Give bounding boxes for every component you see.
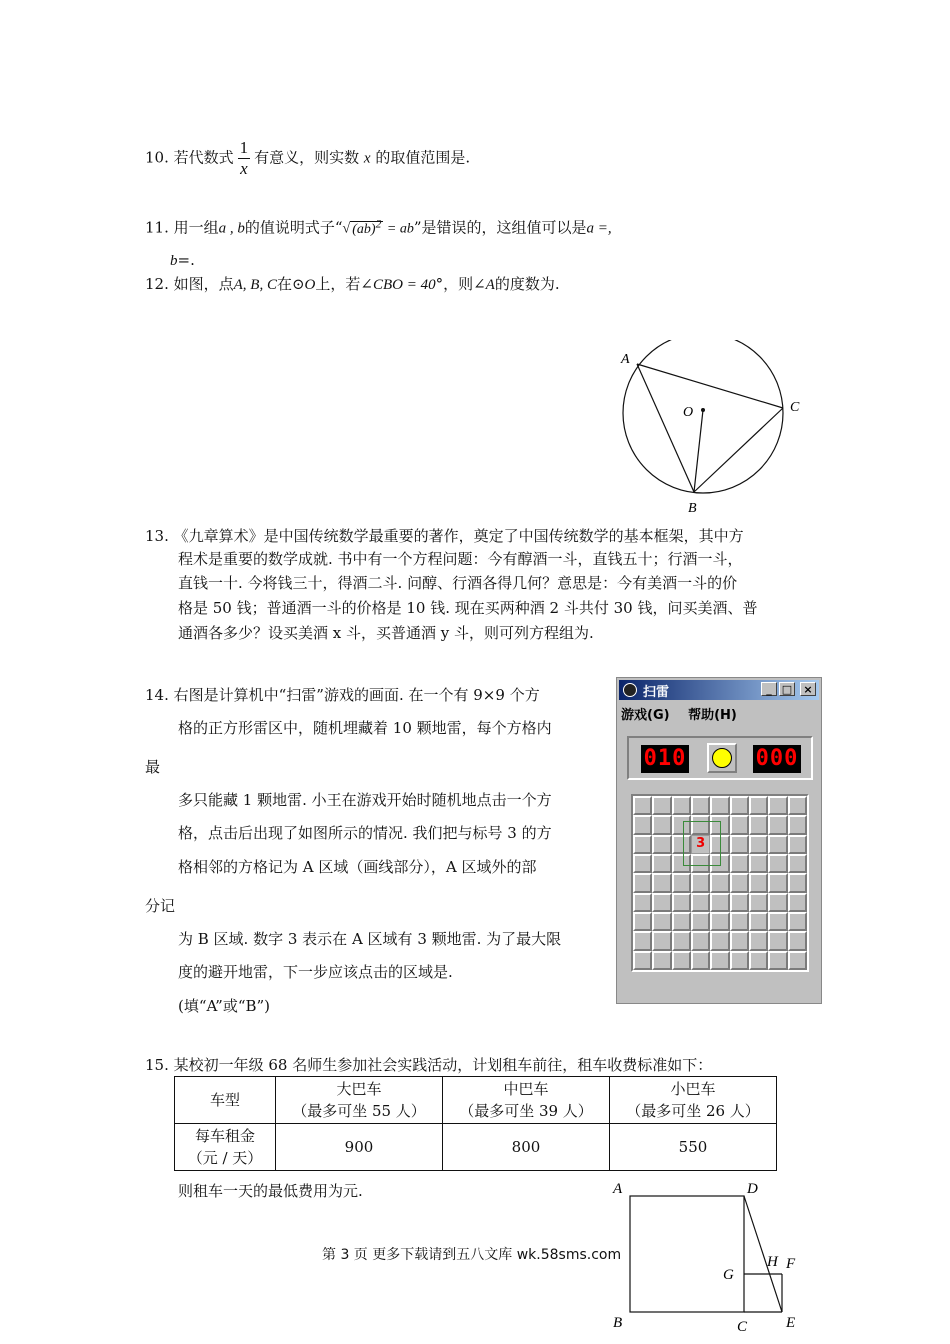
question-12: 12. 如图，点A, B, C在⊙O上，若∠CBO = 40°，则∠A的度数为. (145, 275, 560, 293)
grid-cell[interactable] (633, 931, 652, 950)
grid-cell[interactable] (633, 912, 652, 931)
smiley-face-icon (712, 748, 732, 768)
grid-cell[interactable] (652, 931, 671, 950)
label-e: E (786, 1315, 796, 1331)
label-f: F (786, 1256, 796, 1272)
grid-cell[interactable] (788, 951, 807, 970)
menu-help[interactable]: 帮助(H) (688, 708, 737, 723)
grid-cell[interactable] (691, 951, 710, 970)
table-row (175, 1124, 777, 1171)
center-dot (701, 408, 705, 412)
grid-cell[interactable] (652, 796, 671, 815)
grid-cell[interactable] (710, 893, 729, 912)
grid-cell[interactable] (768, 912, 787, 931)
question-14-line3: 最 (145, 758, 161, 776)
label-c: C (790, 400, 800, 415)
question-14-line5: 格，点击后出现了如图所示的情况. 我们把与标号 3 的方 (178, 824, 552, 842)
question-10: 10. 若代数式 $\frac{1}{x}$ 有意义，则实数 x 的取值范围是. (145, 138, 471, 178)
rect-abcd (630, 1196, 744, 1312)
grid-cell[interactable] (730, 893, 749, 912)
menu-bar (621, 704, 751, 723)
row-label: 每车租金 （元 / 天） (175, 1124, 276, 1171)
segment-ab (637, 364, 694, 492)
table-row (175, 1077, 777, 1124)
grid-cell[interactable] (672, 912, 691, 931)
label-d: D (747, 1181, 758, 1197)
label-o: O (683, 405, 694, 420)
grid-cell[interactable] (749, 873, 768, 892)
header-label: 车型 (175, 1077, 276, 1124)
question-13-line3: 直钱一十. 今将钱三十，得酒二斗. 问醇、行酒各得几何？意思是：今有美酒一斗的价 (178, 574, 738, 592)
label-a: A (613, 1181, 623, 1197)
page-footer: 第 3 页 更多下载请到五八文库 wk.58sms.com (322, 1247, 622, 1263)
grid-cell[interactable] (710, 931, 729, 950)
grid-cell[interactable] (730, 951, 749, 970)
grid-cell[interactable] (652, 854, 671, 873)
segment-ac (637, 364, 783, 408)
question-11-line2: b=. (170, 251, 195, 269)
segment-cb (694, 408, 783, 492)
question-14-line4: 多只能藏 1 颗地雷. 小王在游戏开始时随机地点击一个方 (178, 791, 552, 809)
grid-cell[interactable] (749, 893, 768, 912)
grid-cell[interactable] (768, 854, 787, 873)
mine-icon (623, 683, 637, 697)
label-a: A (621, 352, 630, 367)
price-small: 550 (610, 1124, 777, 1171)
revealed-cell[interactable]: 3 (691, 835, 710, 854)
grid-cell[interactable] (730, 835, 749, 854)
grid-cell[interactable] (730, 796, 749, 815)
grid-cell[interactable] (710, 796, 729, 815)
window-title: 扫雷 (643, 685, 670, 700)
grid-cell[interactable] (788, 873, 807, 892)
price-medium: 800 (443, 1124, 610, 1171)
question-13-line4: 格是 50 钱；普通酒一斗的价格是 10 钱. 现在买两种酒 2 斗共付 30 钱，问买美酒、普 (178, 599, 758, 617)
title-bar (619, 680, 819, 700)
question-15-intro: 15. 某校初一年级 68 名师生参加社会实践活动，计划租车前往，租车收费标准如下： (145, 1056, 713, 1074)
menu-game[interactable]: 游戏(G) (621, 708, 670, 723)
circle-o (623, 340, 783, 493)
grid-cell[interactable] (730, 854, 749, 873)
question-15-outro: 则租车一天的最低费用为元. (178, 1182, 363, 1200)
question-14-line8: 为 B 区域. 数字 3 表示在 A 区域有 3 颗地雷. 为了最大限 (178, 930, 562, 948)
close-button[interactable]: × (800, 682, 816, 696)
maximize-button[interactable]: □ (779, 682, 795, 696)
grid-cell[interactable] (768, 815, 787, 834)
mine-counter: 010 (641, 745, 689, 773)
grid-cell[interactable] (749, 951, 768, 970)
grid-cell[interactable] (672, 893, 691, 912)
grid-cell[interactable] (633, 835, 652, 854)
circle-figure (610, 340, 810, 520)
price-large: 900 (276, 1124, 443, 1171)
grid-cell[interactable] (652, 835, 671, 854)
grid-cell[interactable] (633, 873, 652, 892)
grid-cell[interactable] (788, 815, 807, 834)
grid-cell[interactable] (749, 796, 768, 815)
grid-cell[interactable] (730, 912, 749, 931)
grid-cell[interactable] (691, 912, 710, 931)
grid-cell[interactable] (652, 951, 671, 970)
minesweeper-window (616, 677, 822, 1004)
grid-cell[interactable] (749, 931, 768, 950)
label-c: C (737, 1319, 748, 1335)
grid-cell[interactable] (633, 815, 652, 834)
header-small-bus: 小巴车 （最多可坐 26 人） (610, 1077, 777, 1124)
question-13-line5: 通酒各多少？设买美酒 x 斗，买普通酒 y 斗，则可列方程组为. (178, 624, 594, 642)
header-large-bus: 大巴车 （最多可坐 55 人） (276, 1077, 443, 1124)
grid-cell[interactable] (710, 951, 729, 970)
status-panel (627, 736, 813, 780)
label-h: H (767, 1254, 778, 1270)
grid-cell[interactable] (691, 796, 710, 815)
grid-cell[interactable] (633, 796, 652, 815)
grid-cell[interactable] (652, 873, 671, 892)
question-13-line2: 程术是重要的数学成就. 书中有一个方程问题：今有醇酒一斗，直钱五十；行酒一斗， (178, 550, 743, 568)
question-13-line1: 13. 《九章算术》是中国传统数学最重要的著作，奠定了中国传统数学的基本框架，其中方 (145, 527, 744, 545)
grid-cell[interactable] (710, 912, 729, 931)
header-medium-bus: 中巴车 （最多可坐 39 人） (443, 1077, 610, 1124)
grid-cell[interactable] (672, 931, 691, 950)
grid-cell[interactable] (768, 951, 787, 970)
grid-cell[interactable] (749, 835, 768, 854)
grid-cell[interactable] (788, 854, 807, 873)
grid-cell[interactable] (768, 931, 787, 950)
grid-cell[interactable] (730, 931, 749, 950)
question-11: 11. 用一组a , b的值说明式子“√ (ab)$^2$ = ab”是错误的，这组值可以是a =, (145, 217, 612, 237)
question-14-line10: (填“A”或“B”) (178, 997, 271, 1015)
smiley-button[interactable] (707, 743, 737, 773)
grid-cell[interactable] (788, 835, 807, 854)
rectangle-figure (605, 1176, 805, 1342)
grid-cell[interactable] (652, 815, 671, 834)
grid-cell[interactable] (768, 893, 787, 912)
grid-cell[interactable] (768, 873, 787, 892)
grid-cell[interactable] (749, 854, 768, 873)
question-14-line7: 分记 (145, 897, 176, 915)
grid-cell[interactable] (652, 893, 671, 912)
grid-cell[interactable] (633, 893, 652, 912)
grid-cell[interactable] (710, 873, 729, 892)
timer: 000 (753, 745, 801, 773)
grid-cell[interactable] (788, 931, 807, 950)
grid-cell[interactable] (749, 912, 768, 931)
grid-cell[interactable] (788, 912, 807, 931)
question-14-line6: 格相邻的方格记为 A 区域（画线部分），A 区域外的部 (178, 858, 537, 876)
grid-cell[interactable] (633, 854, 652, 873)
grid-cell[interactable] (652, 912, 671, 931)
minimize-button[interactable]: _ (761, 682, 777, 696)
grid-cell[interactable] (768, 835, 787, 854)
grid-cell[interactable] (672, 796, 691, 815)
question-14-line1: 14. 右图是计算机中“扫雷”游戏的画面. 在一个有 9×9 个方 (145, 686, 540, 704)
rental-table (174, 1076, 777, 1171)
grid-cell[interactable] (672, 873, 691, 892)
grid-cell[interactable] (768, 796, 787, 815)
grid-cell[interactable] (730, 873, 749, 892)
grid-cell[interactable] (691, 931, 710, 950)
grid-cell[interactable] (691, 893, 710, 912)
question-14-line2: 格的正方形雷区中，随机埋藏着 10 颗地雷，每个方格内 (178, 719, 552, 737)
question-14-line9: 度的避开地雷，下一步应该点击的区域是. (178, 963, 453, 981)
label-b: B (688, 501, 697, 516)
grid-cell[interactable] (633, 951, 652, 970)
grid-cell[interactable] (691, 873, 710, 892)
label-b: B (613, 1315, 623, 1331)
grid-cell[interactable] (788, 796, 807, 815)
grid-cell[interactable] (672, 951, 691, 970)
area-a-outline (683, 821, 721, 866)
grid-cell[interactable] (730, 815, 749, 834)
label-g: G (723, 1267, 734, 1283)
segment-ob (694, 410, 703, 492)
grid-cell[interactable] (788, 893, 807, 912)
grid-cell[interactable] (749, 815, 768, 834)
